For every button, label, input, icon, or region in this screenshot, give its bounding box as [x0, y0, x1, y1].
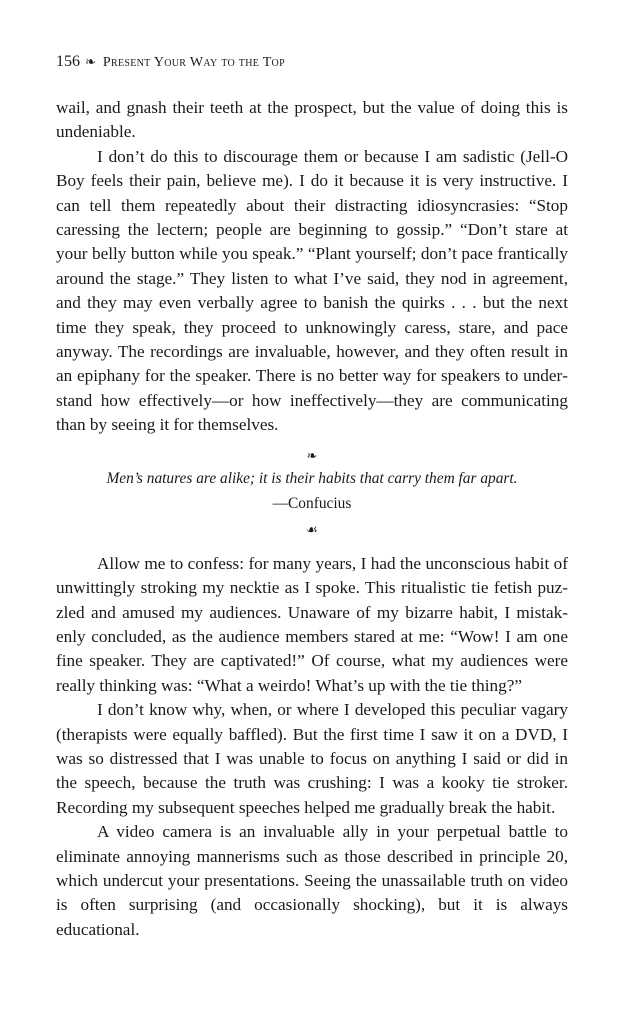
fleuron-bottom-icon: ☙ [306, 521, 318, 537]
epigraph-attribution: —Confucius [272, 494, 352, 512]
running-title: Present Your Way to the Top [102, 55, 285, 70]
paragraph: A video camera is an invaluable ally in your perpetual battle to eliminate annoying mannerisms such as those described in principle 20, which undercut your presentations. Seeing the unassailable truth on video is often surprising (and occasionally shocking), but it is always educational. [56, 822, 568, 939]
fleuron-top-icon: ❧ [306, 447, 318, 463]
paragraph: Allow me to confess: for many years, I had the unconscious habit of unwittingly stroking my necktie as I spoke. This ritualistic tie fetish puzzled and amused my audiences. Unaware of my bizarre habit, I mistakenly concluded, as the audience members stared at me: “Wow! I am one fine speaker. They are captivated!” Of course, what my audiences were really thinking was: “What a weirdo! What’s up with the tie thing?” [56, 553, 568, 695]
paragraph: I don’t do this to discourage them or because I am sadistic (Jell-O Boy feels their pain, believe me). I do it because it is very instructive. I can tell them repeatedly about their distracting idiosyncrasies: “Stop caressing the lectern; people are beginning to gossip.” “Don’t stare at your belly button while you speak.” “Plant yourself; don’t pace frantically around the stage.” They listen to what I’ve said, they nod in agreement, and they may even verbally agree to banish the quirks . . . but the next time they speak, they proceed to unknowingly caress, stare, and pace anyway. The recordings are invaluable, however, and they often result in an epiphany for the speaker. There is no better way for speakers to understand how effectively—or how ineffectively—they are communicating than by seeing it for themselves. [56, 146, 568, 435]
page-number: 156 [56, 53, 80, 70]
page-body [56, 96, 568, 942]
paragraph: I don’t know why, when, or where I developed this peculiar vagary (therapists were equally baffled). But the first time I saw it on a DVD, I was so distressed that I was unable to focus on anything I said or did in the speech, because the truth was crushing: I was a kooky tie stroker. Recording my subsequent speeches helped me gradually break the habit. [56, 700, 568, 817]
running-header [56, 52, 285, 73]
paragraph-continued: wail, and gnash their teeth at the prospect, but the value of doing this is undeniable. [56, 98, 568, 142]
epigraph-quote: Men’s natures are alike; it is their habits that carry them far apart. [106, 469, 518, 487]
fleuron-icon: ❧ [85, 54, 96, 69]
